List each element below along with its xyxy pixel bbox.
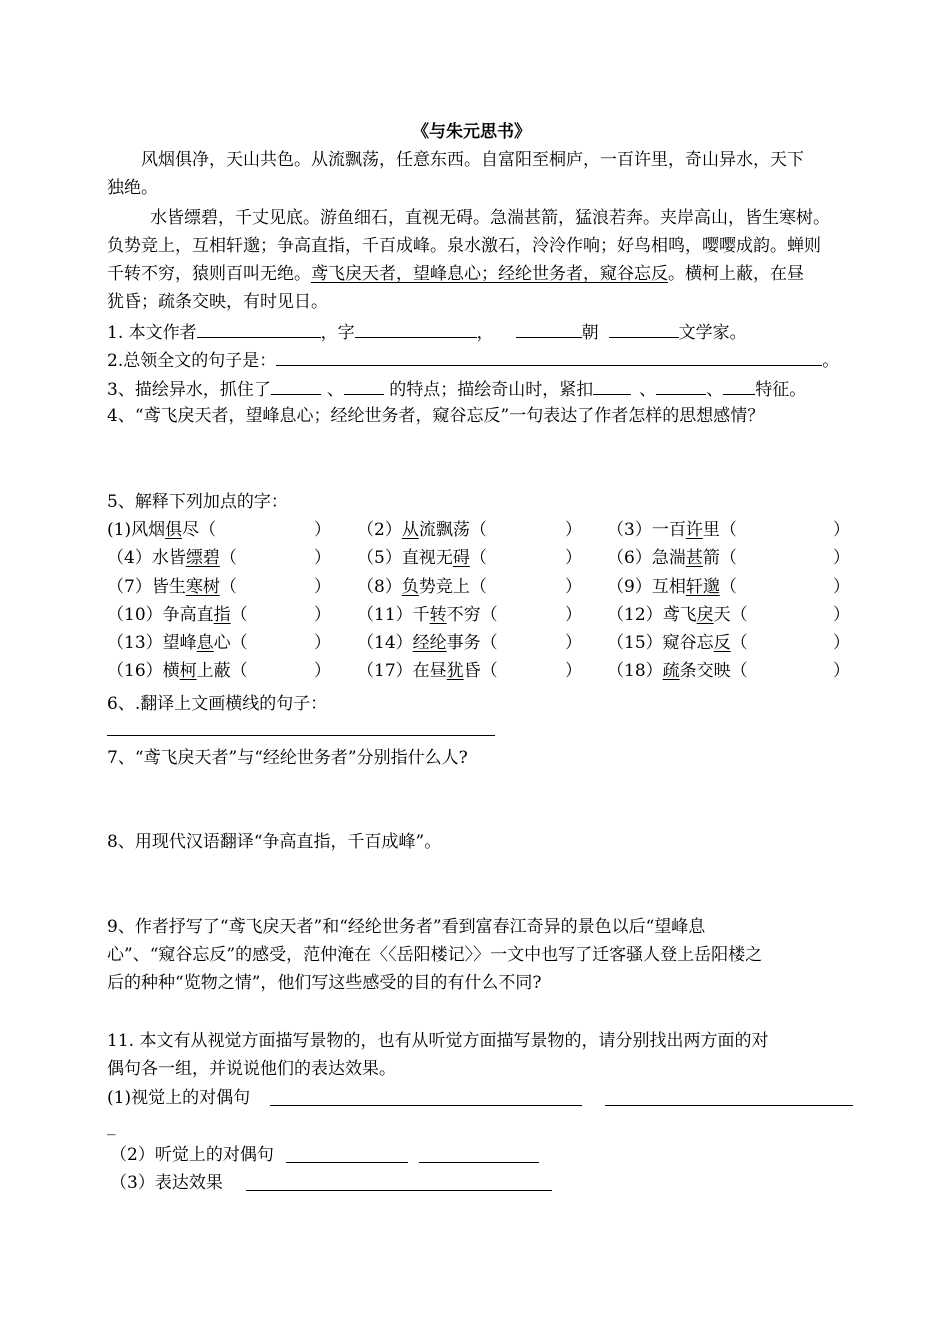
q5-answer-close-paren: ） (565, 605, 582, 625)
answer-line[interactable] (605, 1105, 853, 1106)
q5-item-text: （7） (107, 577, 152, 597)
q11-sub-1: (1)视觉上的对偶句 (107, 1088, 251, 1108)
question-1 (107, 319, 747, 345)
dotted-word: 息 (196, 633, 214, 653)
q5-item-text: 皆生 (151, 577, 186, 597)
q5-item-text: （15） (607, 633, 663, 653)
q5-item-text: 鸢飞 (662, 605, 697, 625)
q5-answer-close-paren: ） (565, 520, 582, 540)
passage-line: 犹昏；疏条交映，有时见日。 (107, 292, 328, 312)
q5-item-text: （ (219, 548, 237, 568)
dotted-word: 柯 (179, 661, 197, 681)
q5-item-text: （11） (357, 605, 413, 625)
question-5: 5、解释下列加点的字： (107, 492, 288, 512)
question-2 (107, 347, 839, 373)
q5-item-text: （3） (607, 520, 652, 540)
q1-label: 朝 (581, 323, 599, 343)
q5-item (357, 518, 487, 542)
q5-item (607, 575, 737, 599)
q5-item-text: （10） (107, 605, 163, 625)
dotted-word: 反 (713, 633, 731, 653)
q5-answer-close-paren: ） (833, 577, 850, 597)
question-8: 8、用现代汉语翻译“争高直指，千百成峰”。 (107, 832, 442, 852)
q5-item (607, 518, 737, 542)
q5-item-text: （ (730, 633, 748, 653)
q3-label: 特征。 (755, 380, 807, 400)
question-11-line: 11. 本文有从视觉方面描写景物的，也有从听觉方面描写景物的，请分别找出两方面的对 (107, 1031, 769, 1051)
q5-item-text: （17） (357, 661, 413, 681)
q5-item-text: 天（ (713, 605, 748, 625)
answer-blank[interactable] (609, 319, 679, 338)
answer-line[interactable] (286, 1162, 408, 1163)
q1-label: ， (476, 323, 494, 343)
dotted-word: 转 (429, 605, 447, 625)
q5-answer-close-paren: ） (565, 661, 582, 681)
q5-answer-close-paren: ） (565, 548, 582, 568)
q5-item-text: 千 (412, 605, 430, 625)
q5-item-text: 互相 (651, 577, 686, 597)
q5-row (107, 575, 850, 599)
dotted-word: 疏 (662, 661, 680, 681)
q5-answer-close-paren: ） (314, 661, 331, 681)
passage-text: 千转不穷，猿则百叫无绝。 (107, 264, 311, 284)
q5-item-text: （ (219, 577, 237, 597)
question-4: 4、“鸢飞戾天者，望峰息心；经纶世务者，窥谷忘反”一句表达了作者怎样的思想感情？ (107, 406, 765, 426)
q5-answer-close-paren: ） (314, 520, 331, 540)
question-9-line: 后的种种“览物之情”，他们写这些感受的目的有什么不同? (107, 973, 542, 993)
dotted-word: 许 (685, 520, 703, 540)
question-9-line: 心”、“窥谷忘反”的感受，范仲淹在〈〈岳阳楼记〉〉一文中也写了迁客骚人登上岳阳楼之 (107, 945, 763, 965)
dotted-word: 经纶 (412, 633, 447, 653)
answer-blank[interactable] (276, 347, 822, 366)
dotted-word: 轩邈 (685, 577, 720, 597)
q5-item-text: （14） (357, 633, 413, 653)
q5-item-text: 尽（ (182, 520, 217, 540)
q5-item-text: 上蔽（ (196, 661, 248, 681)
q5-answer-close-paren: ） (833, 605, 850, 625)
q5-item-text: （ (719, 577, 737, 597)
q5-item-text: （ (469, 548, 487, 568)
q5-answer-close-paren: ） (314, 633, 331, 653)
q5-item-text: 望峰 (162, 633, 197, 653)
q5-item-text: 事务（ (446, 633, 498, 653)
q5-row (107, 518, 850, 542)
q5-item (357, 631, 498, 655)
answer-line[interactable] (246, 1190, 552, 1191)
q5-item (357, 575, 487, 599)
dotted-word: 俱 (165, 520, 183, 540)
dotted-word: 碍 (452, 548, 470, 568)
q5-item-text: （4） (107, 548, 152, 568)
page-title: 《与朱元思书》 (412, 122, 531, 142)
dotted-word: 犹 (446, 661, 464, 681)
q5-item (607, 631, 748, 655)
q5-item (107, 546, 237, 570)
q2-label: 2.总领全文的句子是： (107, 351, 277, 371)
q11-sub-2: （2）听觉上的对偶句 (110, 1145, 274, 1165)
q5-item-text: 心（ (213, 633, 248, 653)
question-9-line: 9、作者抒写了“鸢飞戾天者”和“经纶世务者”看到富春江奇异的景色以后“望峰息 (107, 917, 706, 937)
q3-label: 3、描绘异水，抓住了 (107, 380, 271, 400)
q5-item-text: 窥谷忘 (662, 633, 714, 653)
q3-label: 、 (326, 380, 344, 400)
answer-blank[interactable] (656, 376, 706, 395)
q5-answer-close-paren: ） (833, 520, 850, 540)
q5-item-text: （ (230, 605, 248, 625)
q3-label: 、 (639, 380, 657, 400)
q5-item-text: 箭（ (702, 548, 737, 568)
passage-text: 。横柯上蔽，在昼 (668, 264, 804, 284)
q5-item (107, 603, 248, 627)
dotted-word: 从 (401, 520, 419, 540)
q5-item-text: （18） (607, 661, 663, 681)
answer-blank[interactable] (723, 376, 755, 395)
q5-item-text: 条交映（ (679, 661, 748, 681)
question-7: 7、“鸢飞戾天者”与“经纶世务者”分别指什么人? (107, 748, 468, 768)
q5-answer-close-paren: ） (314, 605, 331, 625)
q5-item-text: （12） (607, 605, 663, 625)
answer-line[interactable] (419, 1162, 539, 1163)
q5-item-text: （2） (357, 520, 402, 540)
passage-line: 风烟俱净，天山共色。从流飘荡，任意东西。自富阳至桐庐，一百许里，奇山异水，天下 (141, 150, 804, 170)
q5-answer-close-paren: ） (565, 577, 582, 597)
q5-item (107, 631, 248, 655)
q5-item (107, 575, 237, 599)
answer-blank[interactable] (516, 319, 582, 338)
q5-item-text: 直视无 (401, 548, 453, 568)
passage-line (107, 262, 804, 286)
dotted-word: 缥碧 (185, 548, 220, 568)
answer-blank[interactable] (197, 319, 321, 338)
q5-answer-close-paren: ） (833, 661, 850, 681)
q5-item-text: 急湍 (651, 548, 686, 568)
answer-blank[interactable] (355, 319, 477, 338)
q5-item-text: 流飘荡（ (418, 520, 487, 540)
passage-line: 独绝。 (107, 178, 158, 198)
q1-label: 文学家。 (678, 323, 747, 343)
answer-blank[interactable] (344, 376, 384, 395)
q5-item-text: （9） (607, 577, 652, 597)
q5-row (107, 659, 850, 683)
passage-line: 水皆缥碧，千丈见底。游鱼细石，直视无碍。急湍甚箭，猛浪若奔。夹岸高山，皆生寒树。 (150, 208, 830, 228)
q5-item-text: 在昼 (412, 661, 447, 681)
q5-answer-close-paren: ） (565, 633, 582, 653)
answer-line[interactable] (107, 735, 495, 736)
q5-item (357, 546, 487, 570)
q5-item-text: 一百 (651, 520, 686, 540)
passage-line: 负势竞上，互相轩邈；争高直指，千百成峰。泉水激石，泠泠作响；好鸟相鸣，嘤嘤成韵。蝉则 (107, 236, 821, 256)
q5-row (107, 631, 850, 655)
q11-stray-underscore: _ (107, 1116, 116, 1136)
q5-item (107, 518, 216, 542)
underlined-sentence: 鸢飞戾天者，望峰息心；经纶世务者，窥谷忘反 (311, 264, 668, 284)
q5-item-text: （8） (357, 577, 402, 597)
q5-item (607, 546, 737, 570)
dotted-word: 指 (213, 605, 231, 625)
q5-item-text: 昏（ (463, 661, 498, 681)
question-11-line: 偶句各一组，并说说他们的表达效果。 (107, 1059, 396, 1079)
q5-row (107, 546, 850, 570)
q5-item-text: 风烟 (131, 520, 166, 540)
q5-item (107, 659, 248, 683)
q11-sub-3: （3）表达效果 (110, 1173, 223, 1193)
q5-item-text: （16） (107, 661, 163, 681)
q5-answer-close-paren: ） (833, 633, 850, 653)
q5-answer-close-paren: ） (314, 577, 331, 597)
question-6: 6、.翻译上文画横线的句子： (107, 694, 328, 714)
q5-item-text: 水皆 (151, 548, 186, 568)
q5-item (607, 659, 748, 683)
q5-answer-close-paren: ） (314, 548, 331, 568)
q5-item-text: 里（ (702, 520, 737, 540)
answer-blank[interactable] (271, 376, 321, 395)
dotted-word: 寒树 (185, 577, 220, 597)
q5-answer-close-paren: ） (833, 548, 850, 568)
q1-label: ，字 (320, 323, 355, 343)
q5-row (107, 603, 850, 627)
answer-blank[interactable] (593, 376, 631, 395)
dotted-word: 负 (401, 577, 419, 597)
q5-item-text: 不穷（ (446, 605, 498, 625)
dotted-word: 戾 (696, 605, 714, 625)
dotted-word: 甚 (685, 548, 703, 568)
q5-item-text: 势竞上（ (418, 577, 487, 597)
q5-item-text: （6） (607, 548, 652, 568)
q5-item-text: （5） (357, 548, 402, 568)
q3-label: 、 (706, 380, 724, 400)
q2-end: 。 (822, 351, 840, 371)
question-3 (107, 376, 806, 402)
answer-line[interactable] (270, 1105, 582, 1106)
q5-item (607, 603, 748, 627)
q5-item-text: (1) (107, 520, 132, 540)
q5-item-text: （13） (107, 633, 163, 653)
q5-item (357, 603, 498, 627)
q5-item-text: 争高直 (162, 605, 214, 625)
q5-item (357, 659, 498, 683)
q1-label: 1. 本文作者 (107, 323, 197, 343)
q3-label: 的特点；描绘奇山时，紧扣 (383, 380, 594, 400)
q5-item-text: 横 (162, 661, 180, 681)
